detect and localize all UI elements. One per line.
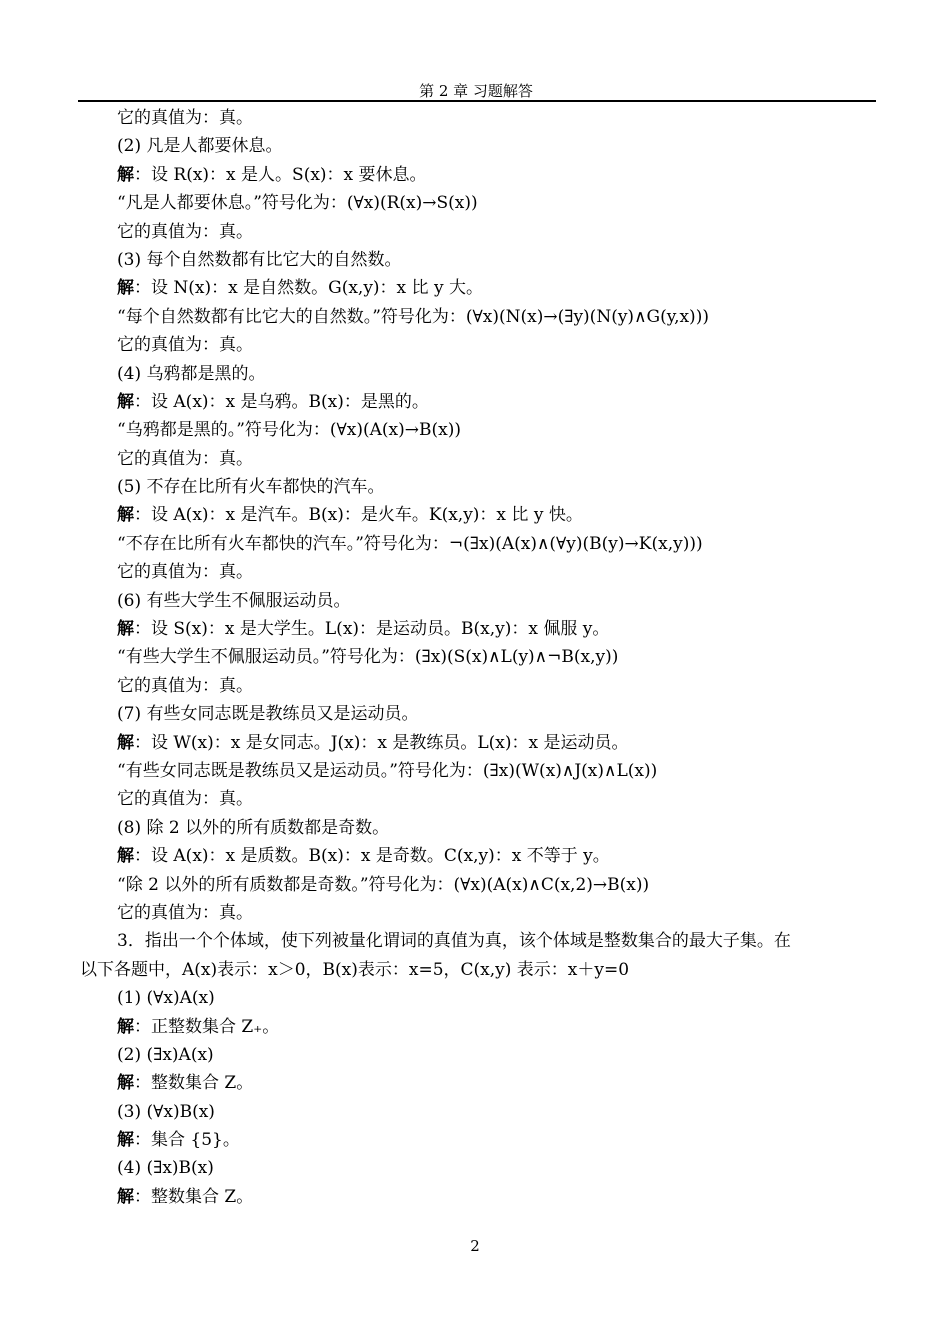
header-rule: [78, 100, 876, 102]
line-text: (2) (∃x)A(x): [117, 1044, 214, 1065]
text-line: [0, 473, 950, 501]
text-line: [0, 700, 950, 728]
text-line: [0, 1126, 950, 1154]
line-text: “凡是人都要休息。”符号化为：(∀x)(R(x)→S(x)): [117, 193, 478, 214]
page-header: 第 2 章 习题解答: [419, 82, 533, 100]
line-text: ：设 A(x)：x 是汽车。B(x)：是火车。K(x,y)：x 比 y 快。: [134, 505, 583, 526]
text-line: [0, 672, 950, 700]
problem-3-line-1: 3．指出一个个体域，使下列被量化谓词的真值为真，该个体域是整数集合的最大子集。在: [117, 931, 791, 952]
solution-label: 解: [117, 619, 134, 640]
line-text: 它的真值为：真。: [117, 789, 253, 810]
problem-3-line-2: 以下各题中，A(x)表示：x＞0，B(x)表示：x=5，C(x,y) 表示：x＋y=0: [80, 959, 630, 980]
line-text: 它的真值为：真。: [117, 902, 253, 923]
line-text: (8) 除 2 以外的所有质数都是奇数。: [117, 817, 390, 838]
text-line: [0, 189, 950, 217]
text-line: [0, 1183, 950, 1211]
line-text: (4) (∃x)B(x): [117, 1158, 214, 1179]
text-line: [0, 1154, 950, 1182]
text-line: [0, 161, 950, 189]
line-text: “乌鸦都是黑的。”符号化为：(∀x)(A(x)→B(x)): [117, 420, 461, 441]
text-line: [0, 842, 950, 870]
line-text: ：设 A(x)：x 是质数。B(x)：x 是奇数。C(x,y)：x 不等于 y。: [134, 846, 610, 867]
line-text: ：集合 {5}。: [134, 1130, 240, 1151]
line-text: (1) (∀x)A(x): [117, 988, 215, 1009]
text-line: [0, 1069, 950, 1097]
line-text: 它的真值为：真。: [117, 221, 253, 242]
line-text: ：整数集合 Z。: [134, 1073, 254, 1094]
text-line: [0, 587, 950, 615]
page-body: [0, 104, 950, 1211]
text-line: [0, 1041, 950, 1069]
solution-label: 解: [117, 1130, 134, 1151]
text-line: [0, 1098, 950, 1126]
solution-label: 解: [117, 1186, 134, 1207]
line-text: (3) 每个自然数都有比它大的自然数。: [117, 249, 402, 270]
text-line: [0, 218, 950, 246]
text-line: [0, 501, 950, 529]
text-line: [0, 360, 950, 388]
line-text: (5) 不存在比所有火车都快的汽车。: [117, 477, 385, 498]
line-text: ：设 R(x)：x 是人。S(x)：x 要休息。: [134, 164, 427, 185]
line-text: 它的真值为：真。: [117, 108, 253, 128]
line-text: 它的真值为：真。: [117, 335, 253, 356]
line-text: ：设 W(x)：x 是女同志。J(x)：x 是教练员。L(x)：x 是运动员。: [134, 732, 629, 753]
solution-label: 解: [117, 846, 134, 867]
line-text: “有些大学生不佩服运动员。”符号化为：(∃x)(S(x)∧L(y)∧¬B(x,y)): [117, 647, 619, 668]
text-line: [0, 416, 950, 444]
answer-block: [0, 104, 950, 927]
solution-label: 解: [117, 164, 134, 185]
text-line: [0, 871, 950, 899]
line-text: “每个自然数都有比它大的自然数。”符号化为：(∀x)(N(x)→(∃y)(N(y)∧G(y,x))): [117, 306, 709, 327]
line-text: (6) 有些大学生不佩服运动员。: [117, 590, 351, 611]
line-text: (4) 乌鸦都是黑的。: [117, 363, 266, 384]
solution-label: 解: [117, 1073, 134, 1094]
text-line: [0, 530, 950, 558]
solution-label: 解: [117, 278, 134, 299]
text-line: [0, 899, 950, 927]
solution-label: 解: [117, 391, 134, 412]
text-line: [0, 757, 950, 785]
line-text: 它的真值为：真。: [117, 675, 253, 696]
line-text: (7) 有些女同志既是教练员又是运动员。: [117, 704, 419, 725]
line-text: ：正整数集合 Z₊。: [134, 1016, 280, 1037]
line-text: ：整数集合 Z。: [134, 1186, 254, 1207]
line-text: 它的真值为：真。: [117, 562, 253, 583]
page-number: 2: [470, 1237, 480, 1255]
text-line: [0, 132, 950, 160]
solution-label: 解: [117, 732, 134, 753]
line-text: (2) 凡是人都要休息。: [117, 136, 283, 157]
solution-label: 解: [117, 505, 134, 526]
line-text: “不存在比所有火车都快的汽车。”符号化为：¬(∃x)(A(x)∧(∀y)(B(y)→K(x,y))): [117, 533, 703, 554]
text-line: [0, 104, 950, 132]
text-line: [0, 558, 950, 586]
answer-block-2: [0, 984, 950, 1211]
text-line: [0, 643, 950, 671]
text-line: [0, 246, 950, 274]
solution-label: 解: [117, 1016, 134, 1037]
text-line: [0, 814, 950, 842]
line-text: “有些女同志既是教练员又是运动员。”符号化为：(∃x)(W(x)∧J(x)∧L(x)): [117, 760, 658, 781]
text-line: [0, 274, 950, 302]
text-line: [0, 303, 950, 331]
text-line: [0, 984, 950, 1012]
text-line: [0, 729, 950, 757]
line-text: ：设 N(x)：x 是自然数。G(x,y)：x 比 y 大。: [134, 278, 483, 299]
text-line: [0, 388, 950, 416]
line-text: ：设 S(x)：x 是大学生。L(x)：是运动员。B(x,y)：x 佩服 y。: [134, 619, 610, 640]
line-text: 它的真值为：真。: [117, 448, 253, 469]
text-line: [0, 331, 950, 359]
text-line: [0, 785, 950, 813]
line-text: ：设 A(x)：x 是乌鸦。B(x)：是黑的。: [134, 391, 429, 412]
text-line: [0, 615, 950, 643]
text-line: [0, 1013, 950, 1041]
text-line: [0, 445, 950, 473]
line-text: (3) (∀x)B(x): [117, 1101, 215, 1122]
line-text: “除 2 以外的所有质数都是奇数。”符号化为：(∀x)(A(x)∧C(x,2)→B(x)): [117, 874, 650, 895]
